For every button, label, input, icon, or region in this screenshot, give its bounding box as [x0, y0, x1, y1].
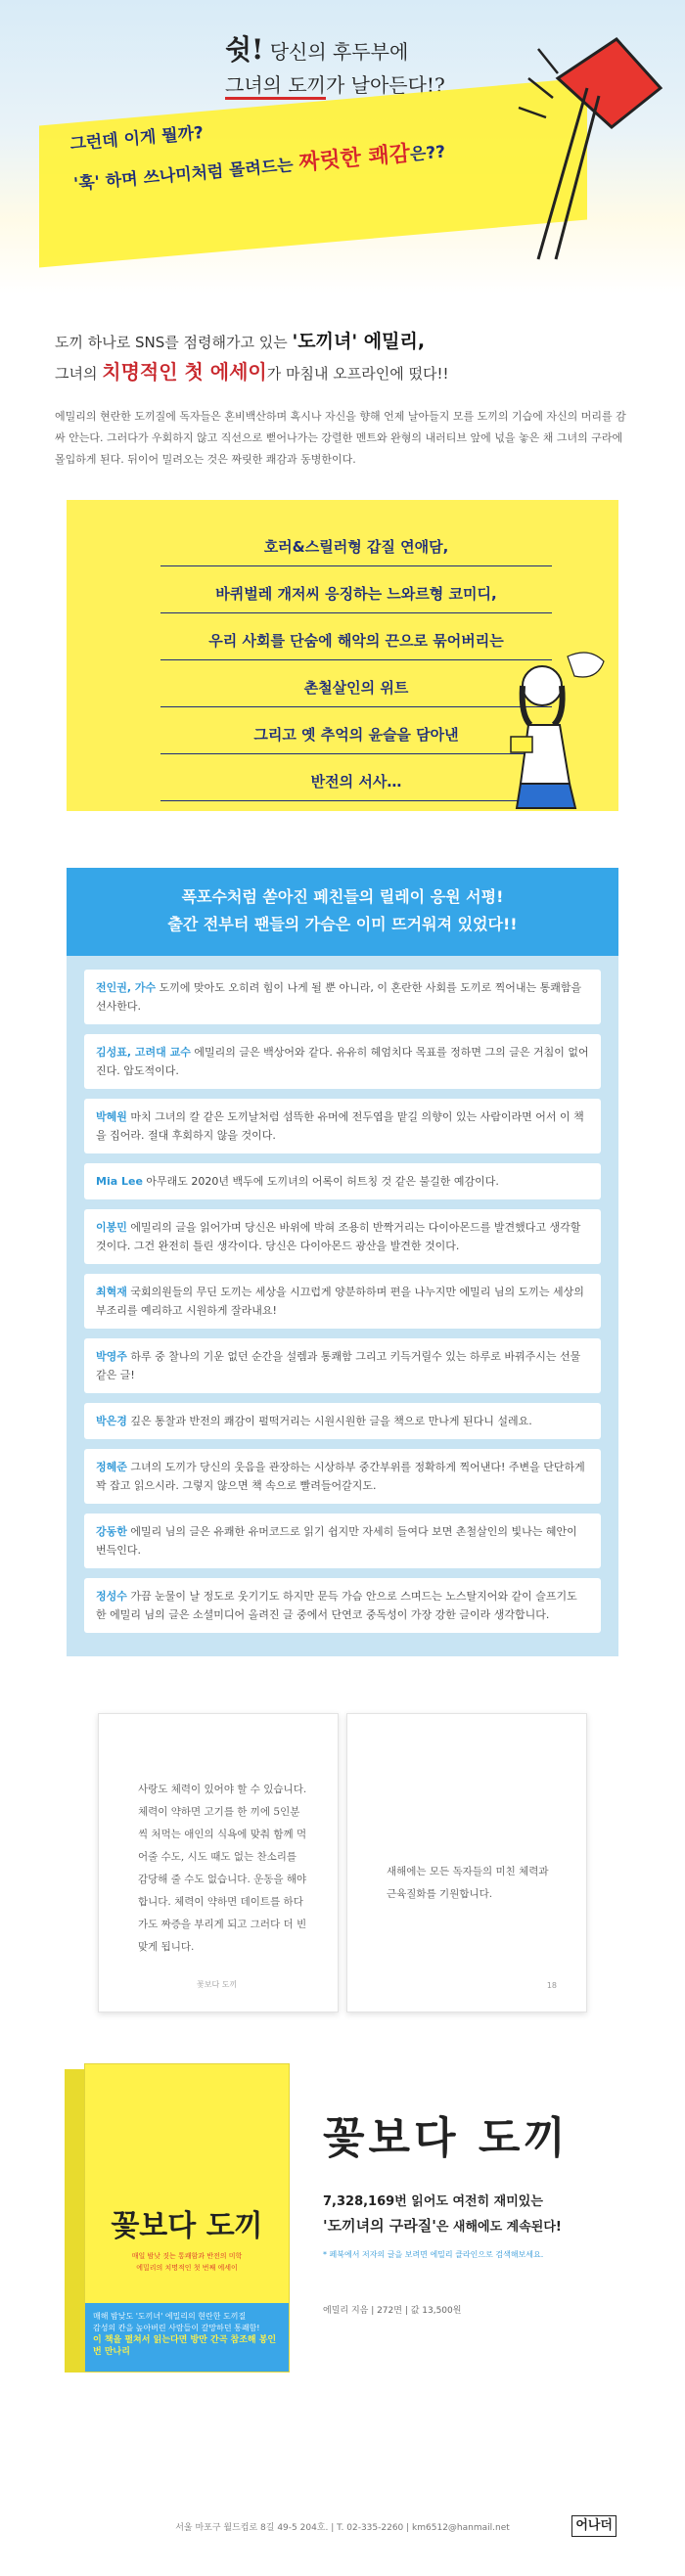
fan-review-list [67, 956, 618, 1633]
spread-right-text: 새해에는 모든 독자들의 미친 체력과 근육질화를 기원합니다. [387, 1866, 549, 1900]
cover-band-text [93, 2311, 281, 2358]
book-section [0, 2063, 685, 2376]
review-item [84, 1403, 601, 1439]
hero-shh: 쉿! [225, 33, 264, 66]
genre-line: 바퀴벌레 개저씨 응징하는 느와르형 코미디, [160, 574, 552, 613]
book-title: 꽃보다 도끼 [323, 2113, 570, 2163]
genre-line: 호러&스릴러형 갑질 연애담, [160, 527, 552, 566]
publisher-address: 서울 마포구 월드컵로 8길 49-5 204호. | T. 02-335-2260 | km6512@hanmail.net [175, 2523, 510, 2533]
band-question: 그런데 이게 뭘까? [68, 123, 205, 155]
reading-girl-illustration-icon [491, 647, 609, 813]
fan-heading-line1: 폭포수처럼 쏟아진 페친들의 릴레이 응원 서평! [181, 887, 504, 906]
review-text: 아무래도 2020년 백두에 도끼녀의 어록이 허트칭 것 같은 불길한 예감이다. [142, 1175, 499, 1188]
cover-band-line: 매해 밤낮도 '도끼녀' 에밀리의 현란한 도끼질 감성의 칸을 높아버린 사람들이 갈망하던 통쾌함! [93, 2312, 260, 2332]
review-text: 마치 그녀의 칼 같은 도끼날처럼 섬뜩한 유머에 전두엽을 맡길 의향이 있는 사람이라면 어서 이 책을 집어라. 절대 후회하지 않을 것이다. [96, 1110, 584, 1142]
spread-left-page [98, 1713, 339, 2012]
hero-banner [0, 0, 685, 294]
reviewer-name: 박혜원 [96, 1110, 127, 1123]
axe-illustration-icon [499, 20, 665, 264]
reviewer-name: 강동한 [96, 1525, 127, 1538]
fan-reviews [67, 868, 618, 1656]
review-item [84, 1163, 601, 1199]
reviewer-name: 최혁재 [96, 1286, 127, 1298]
spread-left-footer: 꽃보다 도끼 [197, 1980, 238, 1989]
review-text: 깊은 통찰과 반전의 쾌감이 펄떡거리는 시원시원한 글을 책으로 만나게 된다니 설레요. [126, 1415, 532, 1427]
hero-line1: 당신의 후두부에 [263, 40, 409, 64]
book-cover [65, 2063, 290, 2373]
intro-h2-end: 가 마침내 오프라인에 떴다!! [266, 365, 449, 383]
genre-line: 촌철살인의 위트 [160, 668, 552, 707]
cover-blue-band [85, 2303, 289, 2372]
publisher-logo: 어나더 [571, 2515, 616, 2537]
reviewer-name: 박은경 [96, 1415, 127, 1427]
review-text: 에밀리 님의 글은 유쾌한 유머코드로 읽기 쉽지만 자세히 들여다 보면 촌철살인의 빛나는 혜안이 번득인다. [96, 1525, 577, 1557]
review-item [84, 1099, 601, 1153]
cover-tagline: 매일 밤낮 짓는 통쾌함과 반전의 미학 에밀리의 치명적인 첫 번째 에세이 [131, 2252, 243, 2272]
review-text: 가끔 눈물이 날 정도로 웃기기도 하지만 문득 가슴 안으로 스며드는 노스탈지어와 같이 슬프기도 한 에밀리 님의 글은 소셜미디어 올려진 글 중에서 단연코 중독성이 가장 강한 글이라 생각합니다. [96, 1590, 577, 1621]
book-info [323, 2102, 656, 2316]
reviewer-name: 정성수 [96, 1590, 127, 1603]
intro-h1-start: 도끼 하나로 SNS를 점령해가고 있는 [55, 334, 293, 351]
band-line2-end: 은?? [409, 142, 446, 165]
review-text: 그녀의 도끼가 당신의 웃음을 관장하는 시상하부 중간부위를 정확하게 찍어낸다! 주변을 단단하게 꽉 잡고 읽으시라. 그렇지 않으면 책 속으로 빨려들어갈지도. [96, 1461, 585, 1492]
genre-box [67, 500, 618, 811]
facebook-note: * 페북에서 저자의 글을 보려면 에밀리 클라인으로 검색해보세요. [323, 2250, 544, 2259]
spread-page-number: 18 [546, 1981, 557, 1990]
book-spread [98, 1713, 587, 2012]
intro-h2-essay: 치명적인 첫 에세이 [102, 360, 267, 384]
cover-band-highlight: 이 책을 펼쳐서 읽는다면 방만 간곡 참조해 봉인 번 만나리 [93, 2335, 277, 2357]
fan-heading [67, 868, 618, 956]
intro-paragraph: 에밀리의 현란한 도끼질에 독자들은 혼비백산하며 혹시나 자신을 향해 언제 날아들지 모를 도끼의 기습에 자신의 머리를 감싸 안는다. 그러다가 우회하지 않고 직선으로 뻗어나가는 강렬한 멘트와 완형의 내러티브 앞에 넋을 놓은 채 그녀의 구라에 몰입하게 된다. 뒤이어 밀려오는 것은 짜릿한 쾌감과 동병한이다. [55, 410, 626, 466]
book-sub-line1: 7,328,169번 읽어도 여전히 재미있는 [323, 2194, 543, 2209]
reviewer-name: 전인권, 가수 [96, 981, 157, 994]
hero-headline [225, 33, 445, 102]
fan-heading-line2: 출간 전부터 팬들의 가슴은 이미 뜨거워져 있었다!! [167, 915, 518, 933]
review-text: 에밀리의 글을 읽어가며 당신은 바위에 박혀 조용히 반짝거리는 다이아몬드를 발견했다고 생각할 것이다. 그건 완전히 틀린 생각이다. 당신은 다이아몬드 광산을 발견한 것이다. [96, 1221, 581, 1252]
cover-title: 꽃보다 도끼 [111, 2209, 263, 2243]
hero-line2: 가 날아든다!? [325, 73, 445, 97]
spread-right-page [346, 1713, 587, 2012]
book-price-info: 에밀리 지음 | 272면 | 값 13,500원 [323, 2306, 462, 2316]
footer [0, 2515, 685, 2541]
intro-heading [55, 327, 630, 388]
genre-line: 그리고 옛 추억의 윤슬을 담아낸 [160, 715, 552, 754]
band-thrill: 짜릿한 쾌감 [297, 141, 412, 176]
review-item [84, 1449, 601, 1504]
genre-line: 반전의 서사… [160, 762, 552, 801]
book-front [84, 2063, 290, 2373]
book-subtitle [323, 2191, 656, 2239]
review-text: 국회의원들의 무딘 도끼는 세상을 시끄럽게 양분하하며 편을 나누지만 에밀리 님의 도끼는 세상의 부조리를 예리하고 시원하게 잘라내요! [96, 1286, 584, 1317]
review-item [84, 1209, 601, 1264]
review-item [84, 1578, 601, 1633]
reviewer-name: 정혜준 [96, 1461, 127, 1473]
genre-line: 우리 사회를 단숨에 해악의 끈으로 묶어버리는 [160, 621, 552, 660]
intro-h1-emily: '도끼녀' 에밀리, [292, 331, 426, 352]
reviewer-name: 이봉민 [96, 1221, 127, 1234]
review-item [84, 1514, 601, 1568]
reviewer-name: Mia Lee [96, 1175, 143, 1188]
reviewer-name: 김성표, 고려대 교수 [96, 1046, 191, 1059]
intro-section [0, 294, 685, 471]
review-text: 에밀리의 글은 백상어와 같다. 유유히 헤엄치다 목표를 정하면 그의 글은 거침이 없어진다. 압도적이다. [96, 1046, 589, 1077]
intro-h2-start: 그녀의 [55, 365, 103, 383]
hero-axe-phrase: 그녀의 도끼 [225, 73, 326, 100]
review-item [84, 1034, 601, 1089]
review-text: 도끼에 맞아도 오히려 힘이 나게 될 뿐 아니라, 이 혼란한 사회를 도끼로 찍어내는 통쾌함을 선사한다. [96, 981, 582, 1013]
spread-left-text: 사랑도 체력이 있어야 할 수 있습니다. 체력이 약하면 고기를 한 끼에 5인분씩 처먹는 애인의 식욕에 맞춰 함께 먹어줄 수도, 시도 때도 없는 찬소리를 감당해 줄 수도 없습니다. 운동을 해야 합니다. 체력이 약하면 데이트를 하다가도 짜증을 부리게 되고 그러다 더 빈 맞게 됩니다. [138, 1784, 307, 1953]
review-item [84, 970, 601, 1024]
band-line2-start: '훅' 하며 쓰나미처럼 몰려드는 [72, 155, 300, 195]
book-sub-end: 은 새해에도 계속된다! [435, 2220, 562, 2235]
review-text: 하루 중 찰나의 기운 없던 순간을 설렘과 통쾌함 그리고 키득거릴수 있는 하루로 바꿔주시는 선물 같은 글! [96, 1350, 581, 1381]
reviewer-name: 박영주 [96, 1350, 127, 1363]
book-sub-emph: '도끼녀의 구라질' [323, 2217, 436, 2235]
book-spine [65, 2069, 86, 2373]
review-item [84, 1274, 601, 1329]
review-item [84, 1338, 601, 1393]
